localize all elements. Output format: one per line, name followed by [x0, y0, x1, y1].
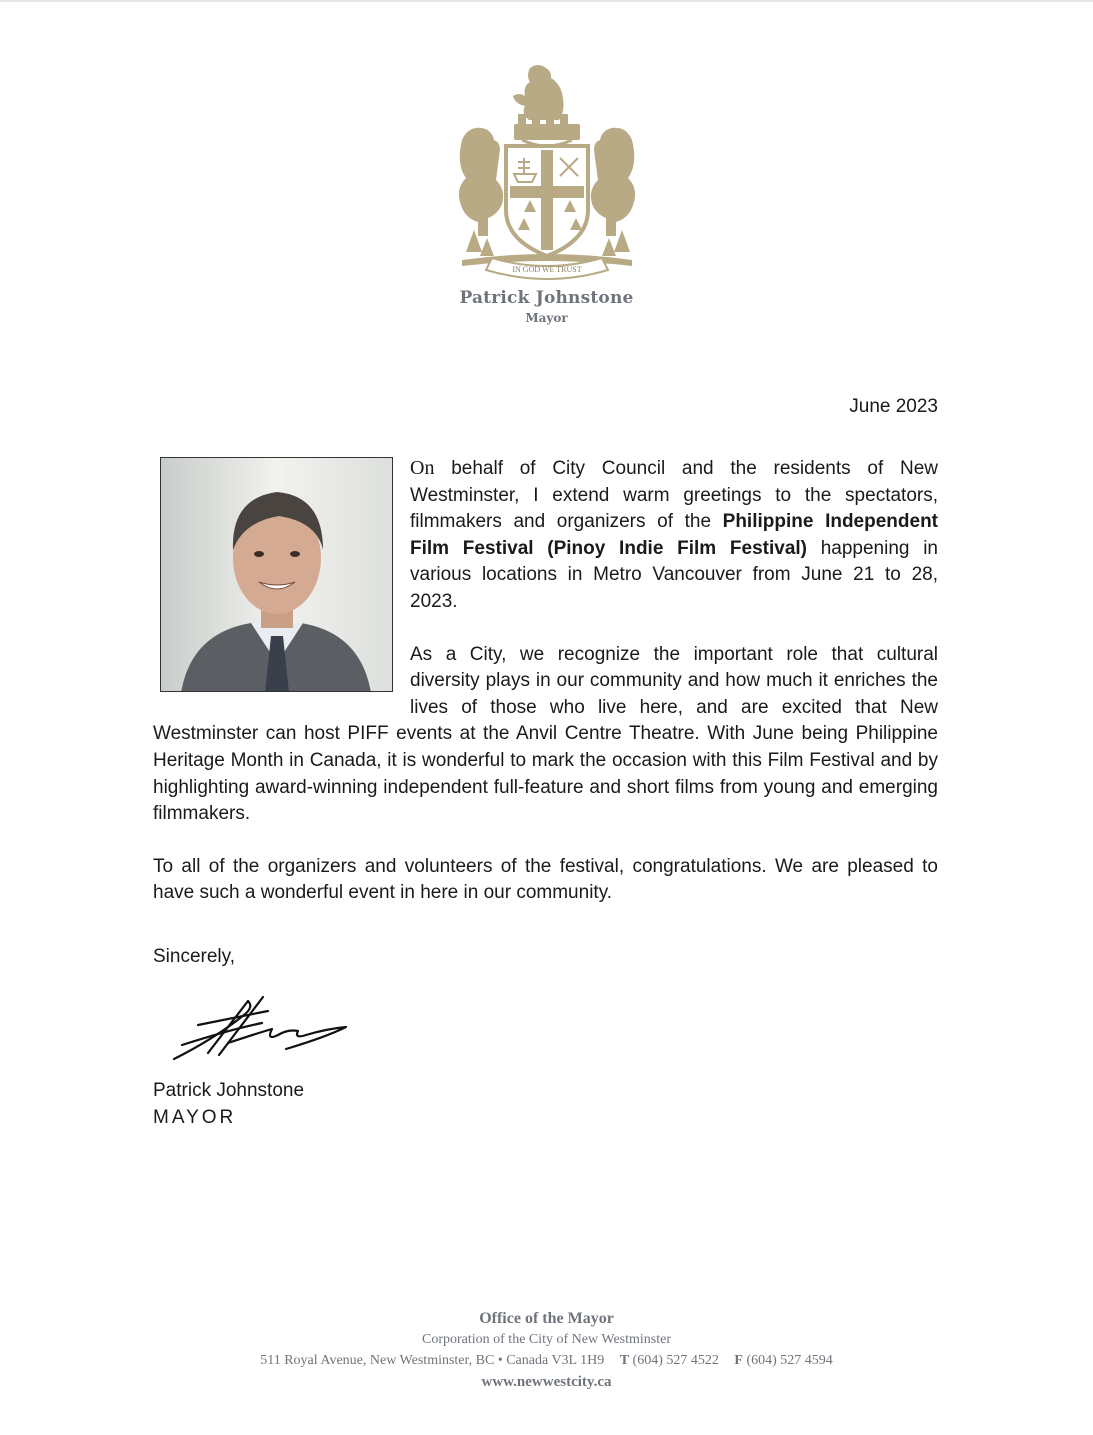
paragraph-congratulations: To all of the organizers and volunteers of the festival, congratulations. We are pleased to have such a wonderful event in here in our community.	[153, 855, 938, 904]
footer-address-line	[0, 1350, 1093, 1371]
motto-text: IN GOD WE TRUST	[512, 265, 582, 274]
signature-image	[168, 995, 353, 1065]
footer-office: Office of the Mayor	[479, 1310, 614, 1327]
bear-crest	[513, 65, 564, 120]
right-lion	[591, 128, 635, 236]
footer-country-postal: Canada V3L 1H9	[506, 1353, 605, 1368]
letter-date: June 2023	[849, 396, 938, 417]
signer-title: MAYOR	[153, 1107, 237, 1128]
footer-address: 511 Royal Avenue, New Westminster, BC	[260, 1353, 495, 1368]
footer-phone-label: T	[619, 1353, 630, 1368]
closing: Sincerely,	[153, 946, 236, 967]
header-mayor-name: Patrick Johnstone	[459, 288, 634, 308]
coat-of-arms-logo	[452, 62, 642, 287]
footer-corporation: Corporation of the City of New Westminster	[421, 1332, 672, 1347]
paragraph-diversity: As a City, we recognize the important role that cultural diversity plays in our community and how much it enriches the lives of those who live here, and are excited that New Westminster can host PIFF events at the Anvil Centre Theatre. With June being Philippine Heritage Month in Canada, it is wonderful to mark the occasion with this Film Festival and by highlighting award-winning independent full-feature and short films from young and emerging filmmakers.	[153, 643, 938, 825]
paragraph-dropcap: On	[410, 457, 435, 479]
footer-fax-label: F	[734, 1353, 743, 1368]
left-lion	[459, 128, 503, 236]
footer	[0, 1308, 1093, 1394]
footer-phone: (604) 527 4522	[632, 1353, 719, 1368]
footer-bullet: •	[497, 1353, 503, 1368]
header-mayor-title: Mayor	[525, 311, 568, 325]
footer-website-link[interactable]: www.newwestcity.ca	[481, 1374, 612, 1390]
letter-body	[153, 455, 938, 907]
signer-name: Patrick Johnstone	[153, 1080, 305, 1101]
festival-name: Philippine Independent Film Festival (Pinoy Indie Film Festival)	[410, 511, 939, 559]
footer-fax: (604) 527 4594	[746, 1353, 833, 1368]
paragraph-greeting-text-b: happening in various locations in Metro Vancouver from June 21 to 28, 2023.	[410, 537, 938, 612]
top-rule	[0, 0, 1093, 2]
paragraph-greeting-text-a: behalf of City Council and the residents of New Westminster, I extend warm greetings to the spectators, filmmakers and organizers of the	[410, 458, 938, 533]
